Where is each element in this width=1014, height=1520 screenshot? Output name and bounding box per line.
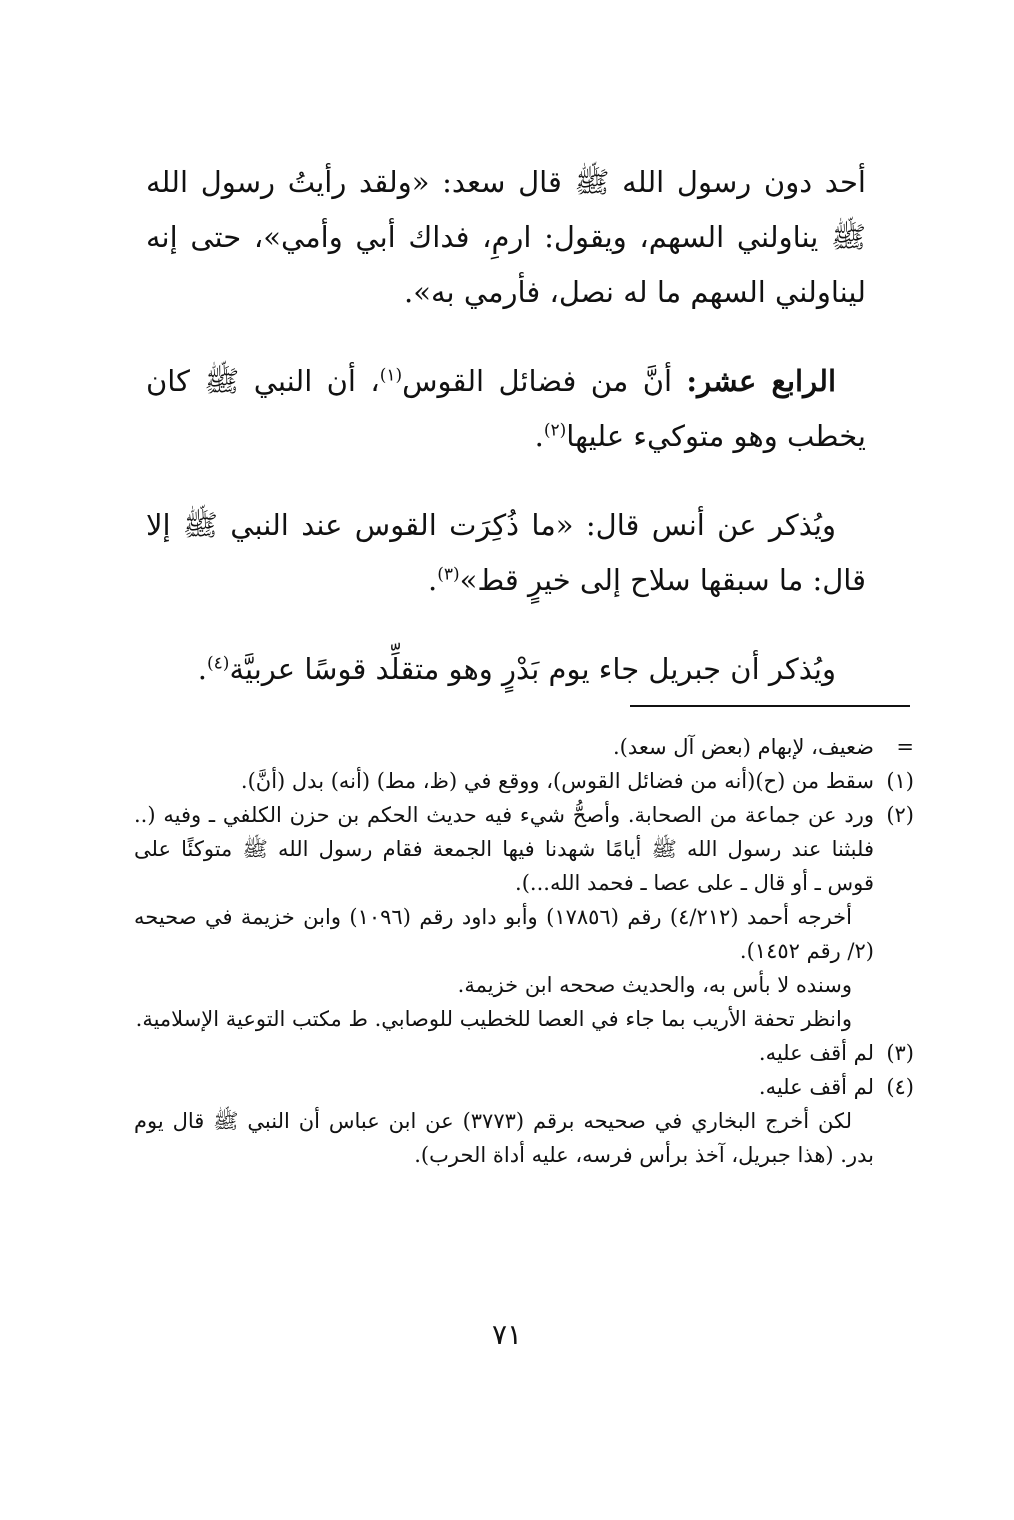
footnote-2-grading (134, 968, 914, 1002)
footnote-ref-2: (٢) (543, 420, 567, 441)
paragraph-text: ويُذكر أن جبريل جاء يوم بَدْرٍ وهو متقلِّد قوسًا عربيَّة (229, 652, 836, 686)
footnotes (134, 730, 914, 1172)
footnote-4-addendum (134, 1104, 914, 1172)
paragraph-3 (146, 498, 866, 608)
footnote-separator (630, 705, 910, 707)
paragraph-4 (146, 642, 866, 697)
footnote-text: أخرجه أحمد (٤/٢١٢) رقم (١٧٨٥٦) وأبو داود رقم (١٠٩٦) وابن خزيمة في صحيحه (٢/ رقم ١٤٥٢). (134, 905, 874, 963)
paragraph-2 (146, 354, 866, 464)
paragraph-1 (146, 155, 866, 320)
footnote-number: (١) (886, 769, 914, 793)
footnote-text: وانظر تحفة الأريب بما جاء في العصا للخطيب للوصابي. ط مكتب التوعية الإسلامية. (135, 1007, 852, 1031)
footnote-text: سقط من (ح)(أنه من فضائل القوس)، ووقع في (ظ، مط) (أنه) بدل (أنَّ). (240, 769, 874, 793)
footnote-text: لكن أخرج البخاري في صحيحه برقم (٣٧٧٣) عن ابن عباس أن النبي ﷺ قال يوم بدر. (هذا جبريل، آخذ برأس فرسه، عليه أداة الحرب). (134, 1109, 874, 1167)
footnote-text: لم أقف عليه. (758, 1075, 874, 1099)
paragraph-text: أنَّ من فضائل القوس (402, 364, 687, 398)
footnote-number: (٢) (886, 803, 914, 827)
footnote-ref-4: (٤) (207, 653, 230, 674)
footnote-number: (٣) (886, 1041, 914, 1065)
footnote-continued (134, 730, 914, 764)
footnote-text: ضعيف، لإبهام (بعض آل سعد). (612, 735, 874, 759)
footnote-number: (٤) (886, 1075, 914, 1099)
page-number: ٧١ (491, 1318, 523, 1351)
paragraph-text-end: . (428, 563, 438, 597)
main-text (146, 155, 866, 697)
footnote-text: لم أقف عليه. (758, 1041, 874, 1065)
footnote-4 (134, 1070, 914, 1104)
footnote-ref-1: (١) (379, 365, 403, 386)
footnote-ref-3: (٣) (437, 564, 460, 585)
paragraph-text-cont: ، أن النبي ﷺ كان يخطب وهو متوكيء عليها (146, 364, 866, 453)
footnote-3 (134, 1036, 914, 1070)
paragraph-text: أحد دون رسول الله ﷺ قال سعد: «ولقد رأيتُ رسول الله ﷺ يناولني السهم، ويقول: ارمِ، فداك أبي وأمي»، حتى إنه ليناولني السهم ما له نصل، فأرمي به». (146, 165, 866, 309)
footnote-text: وسنده لا بأس به، والحديث صححه ابن خزيمة. (457, 973, 852, 997)
footnote-1 (134, 764, 914, 798)
footnote-text: ورد عن جماعة من الصحابة. وأصحُّ شيء فيه حديث الحكم بن حزن الكلفي ـ وفيه (.. فلبثنا عند رسول الله ﷺ أيامًا شهدنا فيها الجمعة فقام رسول الله ﷺ متوكئًا على قوس ـ أو قال ـ على عصا ـ فحمد الله...). (134, 803, 874, 895)
footnote-2-reference (134, 1002, 914, 1036)
paragraph-text-end: . (534, 419, 544, 453)
footnote-2-source (134, 900, 914, 968)
footnote-2 (134, 798, 914, 900)
footnote-number: = (896, 735, 914, 759)
paragraph-text-end: . (197, 652, 208, 686)
paragraph-text: ويُذكر عن أنس قال: «ما ذُكِرَت القوس عند النبي ﷺ إلا قال: ما سبقها سلاح إلى خيرٍ قط» (146, 508, 866, 597)
paragraph-lead: الرابع عشر: (686, 364, 837, 398)
